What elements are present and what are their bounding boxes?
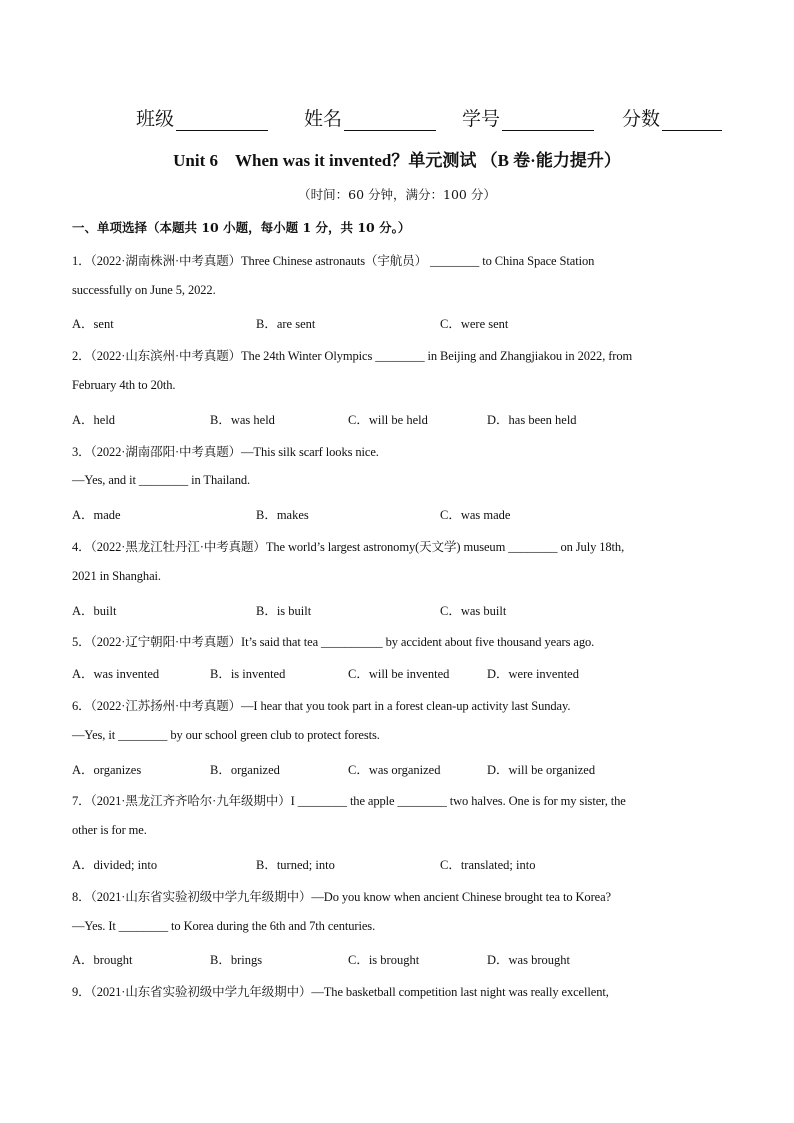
question-3-line-2: —Yes, and it ________ in Thailand. xyxy=(72,473,251,487)
question-6-option-c[interactable]: C．was organized xyxy=(348,763,441,777)
question-2-line-1: 2．（2022·山东滨州·中考真题）The 24th Winter Olympics ________ in Beijing and Zhangjiakou in 2022, from xyxy=(72,349,633,363)
question-1-option-b[interactable]: B．are sent xyxy=(256,317,316,331)
score-field xyxy=(622,104,722,131)
question-5-option-b[interactable]: B．is invented xyxy=(210,667,286,681)
question-2-option-c[interactable]: C．will be held xyxy=(348,413,428,427)
question-4-line-2: 2021 in Shanghai. xyxy=(72,569,161,583)
question-6-line-2: —Yes, it ________ by our school green club to protect forests. xyxy=(72,728,380,742)
question-8-option-a[interactable]: A．brought xyxy=(72,953,133,967)
question-5-line-1: 5．（2022·辽宁朝阳·中考真题）It’s said that tea __________ by accident about five thousand years ago. xyxy=(72,635,595,649)
question-7-option-c[interactable]: C．translated; into xyxy=(440,858,536,872)
question-3-option-c[interactable]: C．was made xyxy=(440,508,511,522)
score-label: 分数 xyxy=(622,108,661,130)
exam-subtitle: （时间：60 分钟，满分：100 分） xyxy=(298,187,496,202)
question-2-option-d[interactable]: D．has been held xyxy=(487,413,577,427)
question-3-option-b[interactable]: B．makes xyxy=(256,508,309,522)
question-6-option-d[interactable]: D．will be organized xyxy=(487,763,596,777)
question-1-line-2: successfully on June 5, 2022. xyxy=(72,283,216,297)
class-blank[interactable] xyxy=(176,108,268,131)
question-5-option-d[interactable]: D．were invented xyxy=(487,667,579,681)
exam-title: Unit 6 When was it invented？单元测试 （B 卷·能力提升） xyxy=(173,151,621,170)
question-9-line-1: 9．（2021·山东省实验初级中学九年级期中）—The basketball competition last night was really excellent, xyxy=(72,985,609,999)
section-heading: 一、单项选择（本题共 10 小题，每小题 1 分，共 10 分。） xyxy=(72,220,411,235)
name-blank[interactable] xyxy=(344,108,436,131)
question-6-option-b[interactable]: B．organized xyxy=(210,763,280,777)
question-8-option-c[interactable]: C．is brought xyxy=(348,953,420,967)
question-7-line-1: 7．（2021·黑龙江齐齐哈尔·九年级期中）I ________ the apple ________ two halves. One is for my sister, the xyxy=(72,794,626,808)
question-8-line-1: 8．（2021·山东省实验初级中学九年级期中）—Do you know when ancient Chinese brought tea to Korea? xyxy=(72,890,611,904)
class-label: 班级 xyxy=(136,108,175,130)
question-8-option-b[interactable]: B．brings xyxy=(210,953,263,967)
question-7-option-a[interactable]: A．divided; into xyxy=(72,858,158,872)
name-label: 姓名 xyxy=(304,108,343,130)
question-1-line-1: 1．（2022·湖南株洲·中考真题）Three Chinese astronauts（宇航员） ________ to China Space Station xyxy=(72,254,595,268)
question-4-option-b[interactable]: B．is built xyxy=(256,604,312,618)
id-blank[interactable] xyxy=(502,108,594,131)
question-2-option-b[interactable]: B．was held xyxy=(210,413,275,427)
question-1-option-a[interactable]: A．sent xyxy=(72,317,114,331)
question-2-option-a[interactable]: A．held xyxy=(72,413,116,427)
question-1-option-c[interactable]: C．were sent xyxy=(440,317,509,331)
question-3-option-a[interactable]: A．made xyxy=(72,508,121,522)
question-3-line-1: 3．（2022·湖南邵阳·中考真题）—This silk scarf looks nice. xyxy=(72,445,379,459)
question-8-option-d[interactable]: D．was brought xyxy=(487,953,570,967)
name-field xyxy=(304,104,436,131)
question-7-line-2: other is for me. xyxy=(72,823,147,837)
question-5-option-c[interactable]: C．will be invented xyxy=(348,667,450,681)
question-8-line-2: —Yes. It ________ to Korea during the 6th and 7th centuries. xyxy=(72,919,376,933)
question-6-option-a[interactable]: A．organizes xyxy=(72,763,142,777)
question-4-option-c[interactable]: C．was built xyxy=(440,604,507,618)
id-label: 学号 xyxy=(462,108,501,130)
question-7-option-b[interactable]: B．turned; into xyxy=(256,858,335,872)
question-2-line-2: February 4th to 20th. xyxy=(72,378,176,392)
class-field xyxy=(136,104,268,131)
question-6-line-1: 6．（2022·江苏扬州·中考真题）—I hear that you took part in a forest clean-up activity last Sunday. xyxy=(72,699,571,713)
question-4-line-1: 4．（2022·黑龙江牡丹江·中考真题）The world’s largest astronomy(天文学) museum ________ on July 18th, xyxy=(72,540,625,554)
id-field xyxy=(462,104,594,131)
question-5-option-a[interactable]: A．was invented xyxy=(72,667,160,681)
score-blank[interactable] xyxy=(662,108,722,131)
question-4-option-a[interactable]: A．built xyxy=(72,604,117,618)
